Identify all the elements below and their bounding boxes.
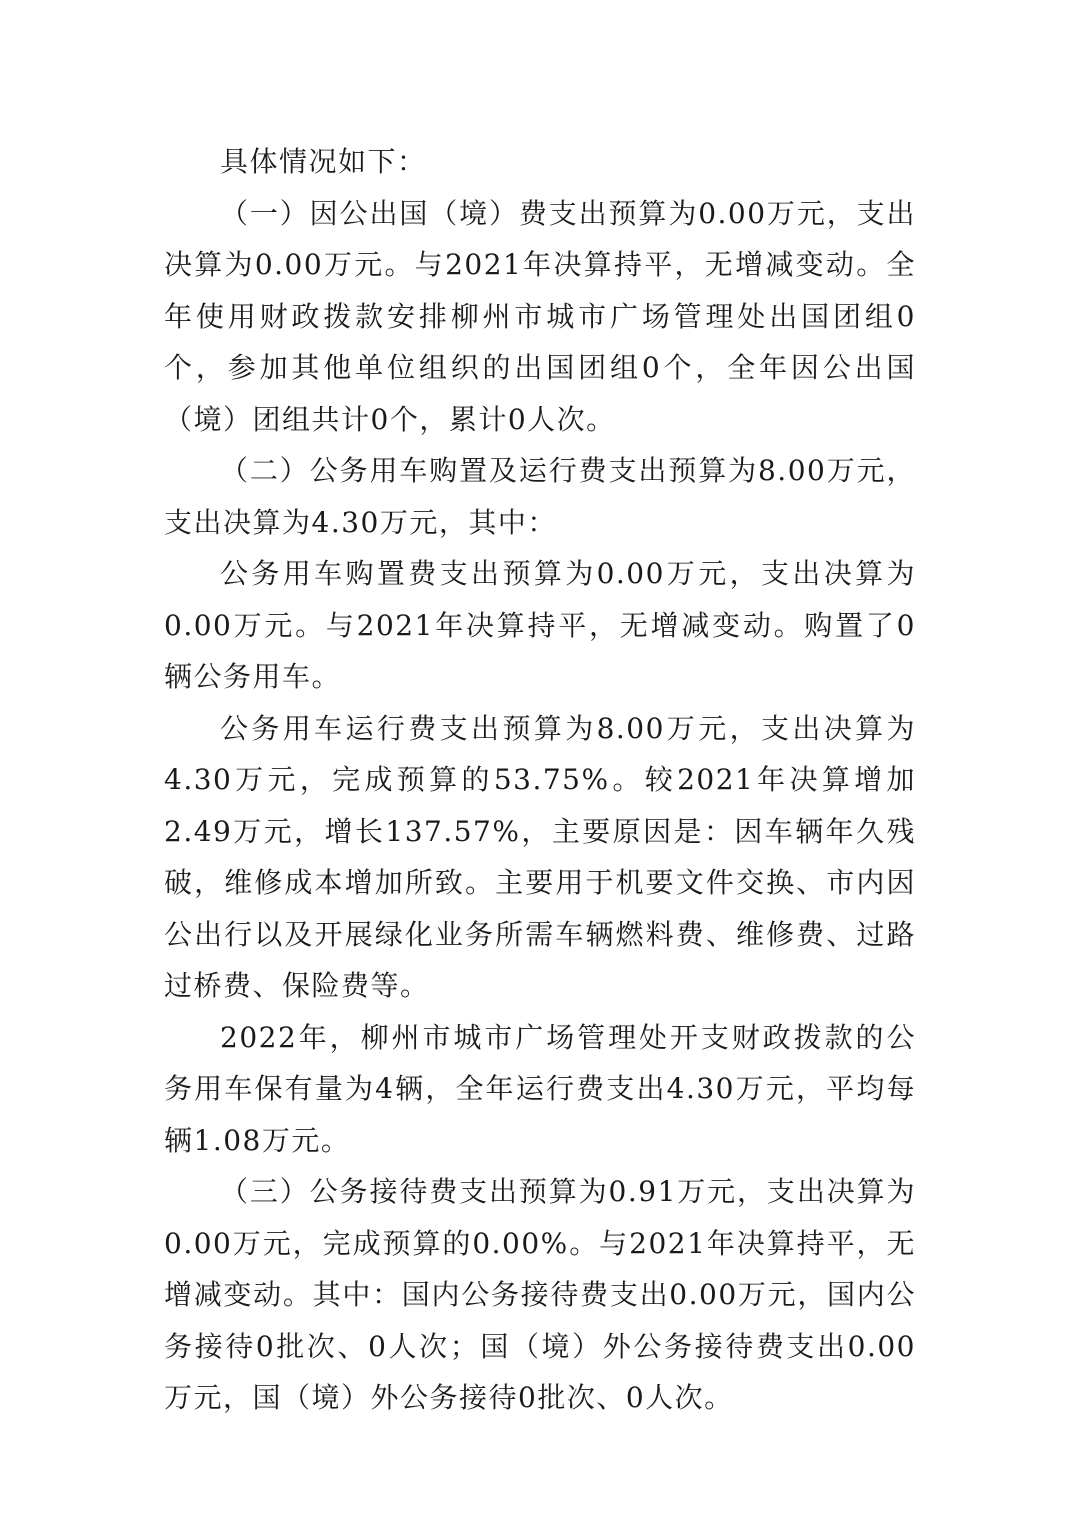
paragraph-vehicle-purchase: 公务用车购置费支出预算为0.00万元，支出决算为0.00万元。与2021年决算持平，无增减变动。购置了0辆公务用车。: [164, 557, 916, 693]
paragraph-overseas-travel: （一）因公出国（境）费支出预算为0.00万元，支出决算为0.00万元。与2021年决算持平，无增减变动。全年使用财政拨款安排柳州市城市广场管理处出国团组0个，参加其他单位组织的出国团组0个，全年因公出国（境）团组共计0个，累计0人次。: [164, 196, 916, 436]
paragraph-vehicle-summary: （二）公务用车购置及运行费支出预算为8.00万元，支出决算为4.30万元，其中：: [164, 454, 916, 539]
document-body: [164, 136, 916, 1424]
paragraph-vehicle-fleet: 2022年，柳州市城市广场管理处开支财政拨款的公务用车保有量为4辆，全年运行费支出4.30万元，平均每辆1.08万元。: [164, 1020, 916, 1157]
paragraph-intro: 具体情况如下：: [220, 145, 427, 178]
paragraph-reception: （三）公务接待费支出预算为0.91万元，支出决算为0.00万元，完成预算的0.00%。与2021年决算持平，无增减变动。其中：国内公务接待费支出0.00万元，国内公务接待0批次、0人次；国（境）外公务接待费支出0.00万元，国（境）外公务接待0批次、0人次。: [164, 1175, 916, 1414]
paragraph-vehicle-operation: 公务用车运行费支出预算为8.00万元，支出决算为4.30万元，完成预算的53.75%。较2021年决算增加2.49万元，增长137.57%，主要原因是：因车辆年久残破，维修成本增加所致。主要用于机要文件交换、市内因公出行以及开展绿化业务所需车辆燃料费、维修费、过路过桥费、保险费等。: [164, 711, 916, 1002]
